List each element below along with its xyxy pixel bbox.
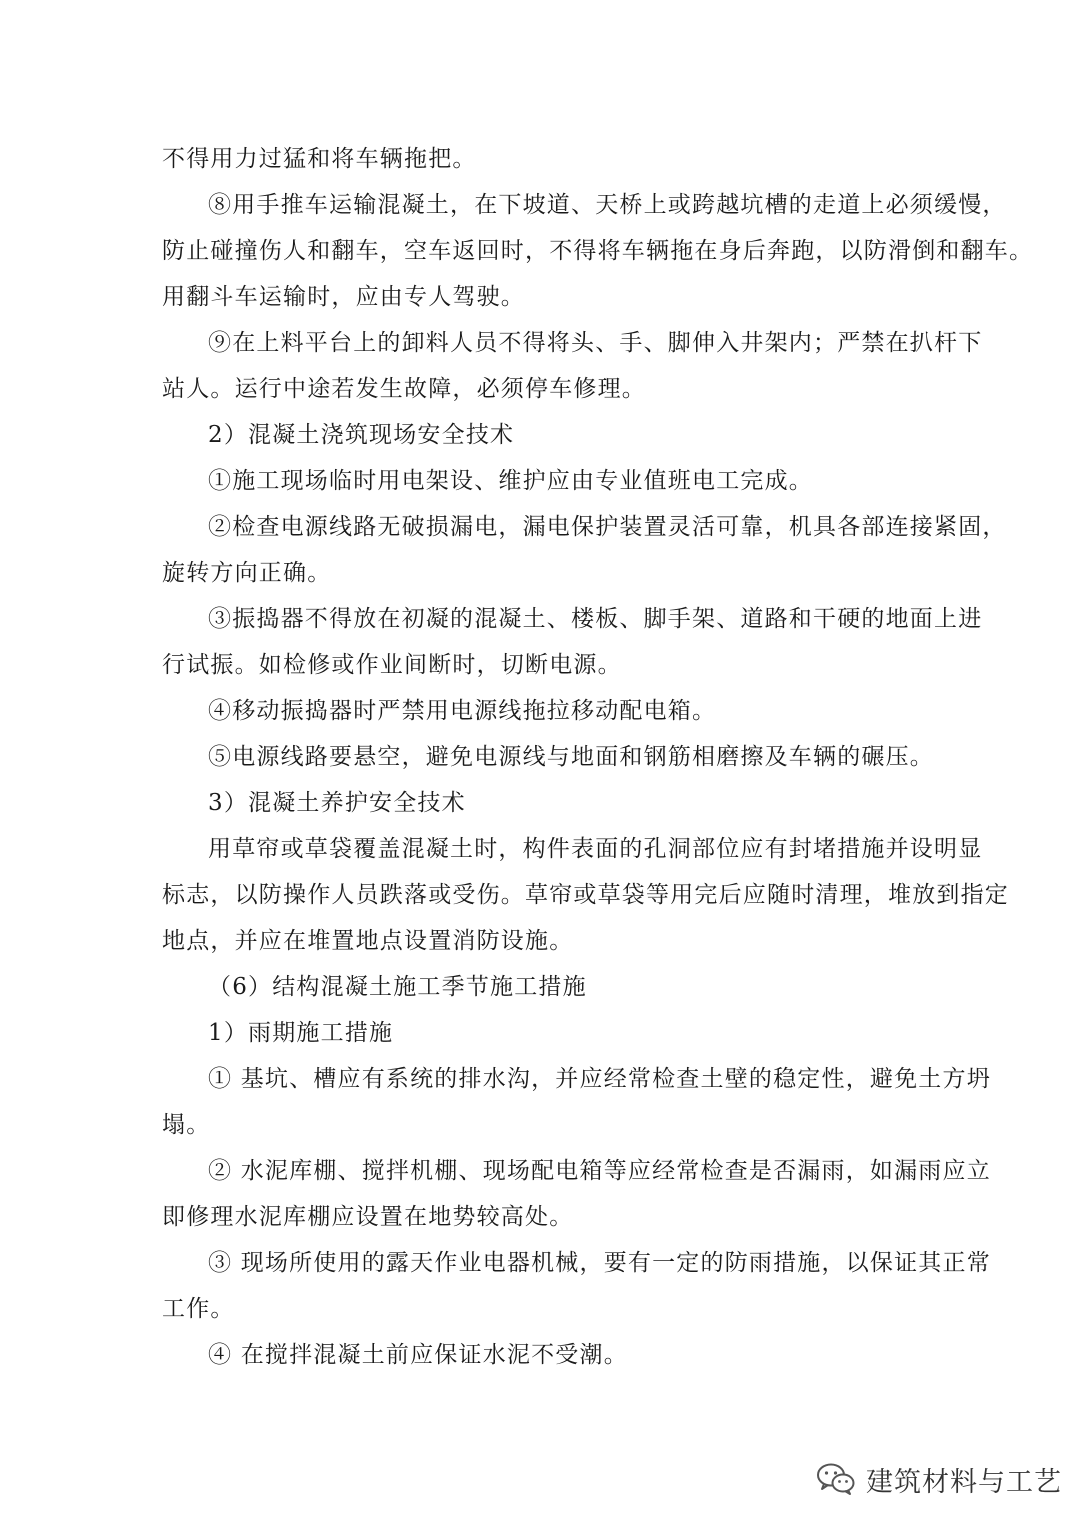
text-line: 用翻斗车运输时，应由专人驾驶。: [162, 284, 525, 310]
wechat-icon: [816, 1462, 856, 1496]
text-line: 站人。运行中途若发生故障，必须停车修理。: [162, 376, 646, 402]
section-heading: 1）雨期施工措施: [208, 1020, 394, 1046]
section-heading: （6）结构混凝土施工季节施工措施: [208, 974, 587, 1000]
document-body: [162, 136, 1034, 1378]
text-line: 标志，以防操作人员跌落或受伤。草帘或草袋等用完后应随时清理，堆放到指定: [162, 882, 1009, 908]
text-line: 即修理水泥库棚应设置在地势较高处。: [162, 1204, 574, 1230]
text-line: ② 水泥库棚、搅拌机棚、现场配电箱等应经常检查是否漏雨，如漏雨应立: [208, 1158, 991, 1184]
text-line: ⑤电源线路要悬空，避免电源线与地面和钢筋相磨擦及车辆的碾压。: [208, 744, 934, 770]
text-line: ③ 现场所使用的露天作业电器机械，要有一定的防雨措施，以保证其正常: [208, 1250, 991, 1276]
text-line: 防止碰撞伤人和翻车，空车返回时，不得将车辆拖在身后奔跑，以防滑倒和翻车。: [162, 238, 1034, 264]
text-line: ②检查电源线路无破损漏电，漏电保护装置灵活可靠，机具各部连接紧固，: [208, 514, 1007, 540]
section-heading: 3）混凝土养护安全技术: [208, 790, 466, 816]
text-line: ③振捣器不得放在初凝的混凝土、楼板、脚手架、道路和干硬的地面上进: [208, 606, 983, 632]
text-line: 塌。: [162, 1112, 211, 1138]
text-line: ⑧用手推车运输混凝土，在下坡道、天桥上或跨越坑槽的走道上必须缓慢，: [208, 192, 1007, 218]
text-line: 地点，并应在堆置地点设置消防设施。: [162, 928, 574, 954]
watermark-text: 建筑材料与工艺: [866, 1466, 1062, 1498]
text-line: 用草帘或草袋覆盖混凝土时，构件表面的孔洞部位应有封堵措施并设明显: [208, 836, 983, 862]
text-line: ⑨在上料平台上的卸料人员不得将头、手、脚伸入井架内；严禁在扒杆下: [208, 330, 983, 356]
text-line: 工作。: [162, 1296, 235, 1322]
text-line: 不得用力过猛和将车辆拖把。: [162, 146, 477, 172]
watermark: [816, 1456, 1062, 1502]
text-line: ④ 在搅拌混凝土前应保证水泥不受潮。: [208, 1342, 628, 1368]
section-heading: 2）混凝土浇筑现场安全技术: [208, 422, 515, 448]
text-line: ① 基坑、槽应有系统的排水沟，并应经常检查土壁的稳定性，避免土方坍: [208, 1066, 991, 1092]
text-line: 旋转方向正确。: [162, 560, 332, 586]
text-line: ①施工现场临时用电架设、维护应由专业值班电工完成。: [208, 468, 813, 494]
text-line: 行试振。如检修或作业间断时，切断电源。: [162, 652, 622, 678]
text-line: ④移动振捣器时严禁用电源线拖拉移动配电箱。: [208, 698, 717, 724]
